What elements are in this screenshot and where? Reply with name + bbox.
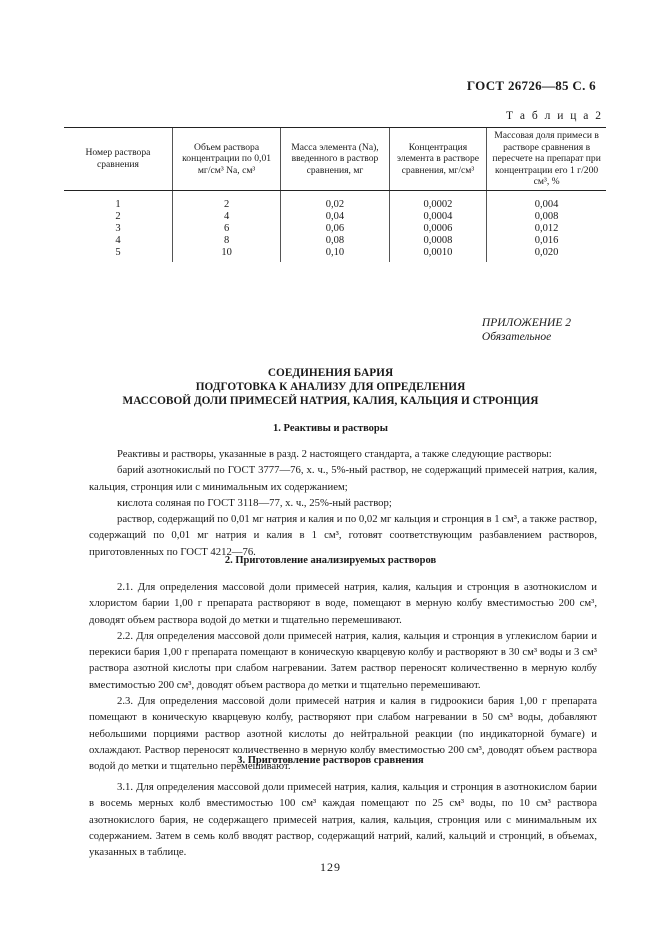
table-cell: 1 — [115, 198, 121, 210]
table-cell: 0,004 — [487, 190, 606, 211]
paragraph: 2.1. Для определения массовой доли примесей натрия, калия, кальция и стронция в азотнокислом и хлористом барии 1,00 г препарата растворяют в воде, помещают в мерную колбу вместимостью 200 см³, доводят объем раствора водой до метки и тщательно перемешивают. — [89, 581, 597, 626]
section2-body — [89, 579, 597, 775]
table-cell: 4 — [172, 211, 280, 223]
column-header: Концентрация элемента в растворе сравнения, мг/см³ — [389, 128, 487, 191]
table-cell: 0,0002 — [389, 190, 487, 211]
paragraph: кислота соляная по ГОСТ 3118—77, х. ч., 25%-ный раствор; — [117, 496, 392, 509]
table-row — [64, 235, 606, 247]
section-heading: 3. Приготовление растворов сравнения — [237, 755, 424, 766]
section3-body — [89, 779, 597, 860]
table-label: Т а б л и ц а 2 — [505, 110, 603, 122]
appendix-label: ПРИЛОЖЕНИЕ 2 — [481, 317, 571, 329]
column-header: Объем раствора концентрации по 0,01 мг/см³ Na, см³ — [172, 128, 280, 191]
table-cell: 6 — [172, 223, 280, 235]
page-number: 129 — [320, 860, 341, 874]
section-heading: 2. Приготовление анализируемых растворов — [224, 555, 437, 566]
paragraph: раствор, содержащий по 0,01 мг натрия и калия и по 0,02 мг кальция и стронция в 1 см³, а также раствор, содержащий по 0,01 мг натрия и калия в 1 см³, готовят соответствующим разбавлением растворов, приготовленных по ГОСТ 4212—76. — [89, 513, 597, 558]
table-cell: 0,06 — [281, 223, 389, 235]
table-cell: 0,0004 — [389, 211, 487, 223]
title-line: МАССОВОЙ ДОЛИ ПРИМЕСЕЙ НАТРИЯ, КАЛИЯ, КАЛЬЦИЯ И СТРОНЦИЯ — [122, 395, 539, 407]
column-header: Номер раствора сравнения — [64, 128, 172, 191]
table-cell: 10 — [172, 247, 280, 261]
table-cell: 0,04 — [281, 211, 389, 223]
paragraph: 2.3. Для определения массовой доли примесей натрия и калия в гидроокиси бария 1,00 г препарата помещают в коническую кварцевую колбу, растворяют при слабом нагревании в 50 см³ воды, добавляют небольшими порциями раствор азотной кислоты до нейтральной реакции (по индикаторной бумаге) и охлаждают. Раствор переносят количественно в мерную колбу вместимостью 200 см³, доводят объем раствора водой до метки и тщательно перемешивают. — [89, 695, 597, 773]
table-row — [64, 247, 606, 261]
table-header-row — [64, 128, 606, 191]
paragraph: барий азотнокислый по ГОСТ 3777—76, х. ч., 5%-ный раствор, не содержащий примесей натрия, калия, кальция, стронция или с минимальным их содержанием; — [89, 464, 597, 493]
table-cell: 3 — [115, 222, 121, 234]
table-cell: 5 — [115, 247, 121, 259]
table-cell: 8 — [172, 235, 280, 247]
table-cell: 2 — [172, 190, 280, 211]
table-cell: 0,0008 — [389, 235, 487, 247]
section1-body — [89, 446, 597, 560]
table-row — [64, 223, 606, 235]
table-cell: 0,016 — [487, 235, 606, 247]
table-cell: 0,0010 — [389, 247, 487, 261]
table-cell: 0,020 — [487, 247, 606, 261]
paragraph: Реактивы и растворы, указанные в разд. 2 настоящего стандарта, а также следующие растворы: — [117, 448, 552, 460]
table-cell: 0,08 — [281, 235, 389, 247]
comparison-solutions-table — [64, 127, 606, 262]
table-cell: 0,10 — [281, 247, 389, 261]
paragraph: 3.1. Для определения массовой доли примесей натрия, калия, кальция и стронция в азотнокислом барии в восемь мерных колб вместимостью 100 см³ каждая помещают по 25 см³ воды, по 10 см³ раствора азотнокислого бария, не содержащего примесей натрия, калия, кальция, стронция или с минимальным их содержанием. Затем в семь колб вводят раствор, содержащий натрий, калий, кальций и стронций, в объемах, указанных в таблице. — [89, 781, 597, 859]
title-line: ПОДГОТОВКА К АНАЛИЗУ ДЛЯ ОПРЕДЕЛЕНИЯ — [195, 381, 466, 393]
table-cell: 0,02 — [281, 190, 389, 211]
section-heading: 1. Реактивы и растворы — [273, 423, 388, 434]
table-cell: 0,008 — [487, 211, 606, 223]
table-cell: 4 — [115, 235, 121, 247]
appendix-status: Обязательное — [481, 331, 552, 343]
table-row — [64, 190, 606, 211]
document-title — [0, 366, 661, 408]
table-row — [64, 211, 606, 223]
appendix-block — [482, 316, 571, 344]
column-header: Массовая доля примеси в растворе сравнения в пересчете на препарат при концентрации его 1 г/200 см³, % — [487, 128, 606, 191]
document-header: ГОСТ 26726—85 С. 6 — [466, 78, 596, 93]
column-header: Масса элемента (Na), введенного в раствор сравнения, мг — [281, 128, 389, 191]
table-cell: 2 — [115, 210, 121, 222]
table-cell: 0,0006 — [389, 223, 487, 235]
table-cell: 0,012 — [487, 223, 606, 235]
paragraph: 2.2. Для определения массовой доли примесей натрия, калия, кальция и стронция в углекислом барии и перекиси бария 1,00 г препарата помещают в коническую кварцевую колбу и растворяют в 30 см³ воды и 3 см³ раствора азотной кислоты при слабом нагревании. Затем раствор переносят количественно в мерную колбу вместимостью 200 см³, доводят объем раствора до метки и тщательно перемешивают. — [89, 629, 597, 691]
title-line: СОЕДИНЕНИЯ БАРИЯ — [267, 367, 394, 379]
